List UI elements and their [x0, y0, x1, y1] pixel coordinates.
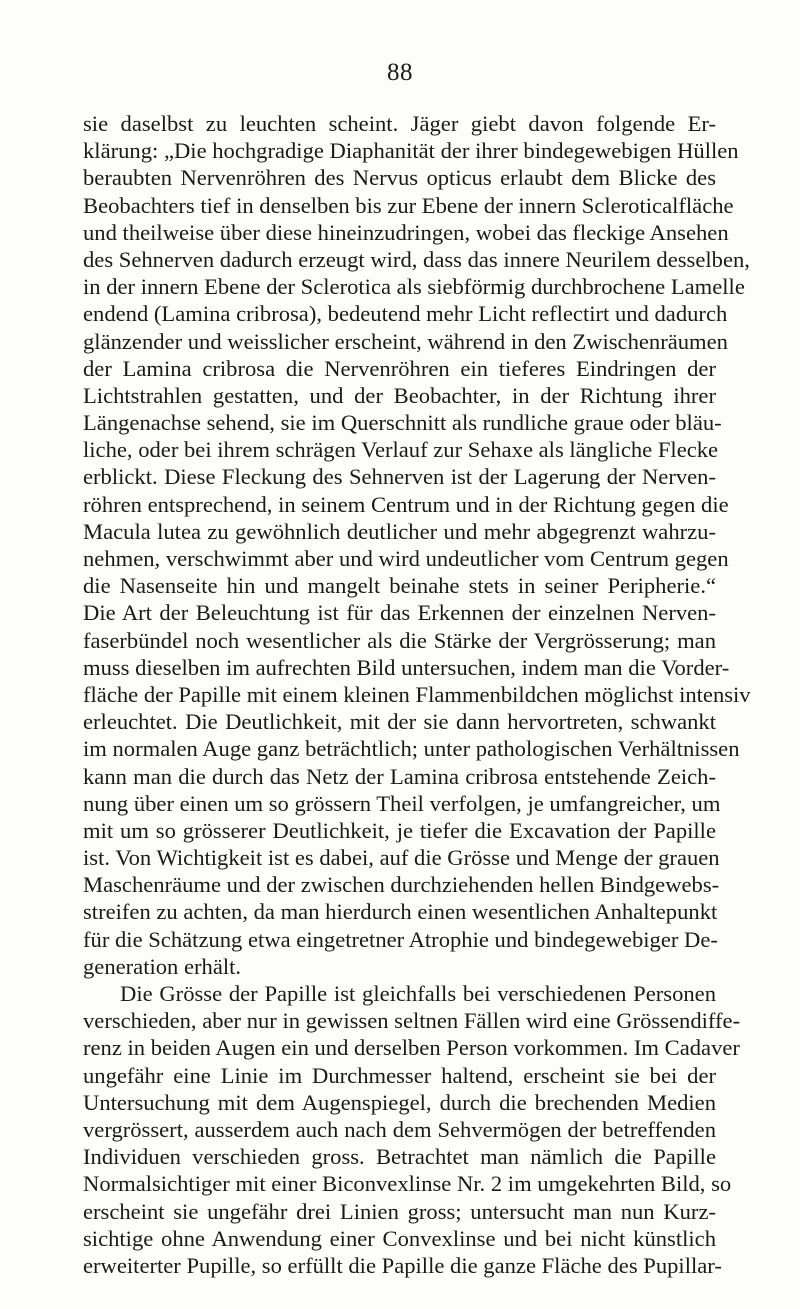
text-line: Individuen verschieden gross. Betrachtet man nämlich die Papille [83, 1144, 716, 1170]
text-line: nung über einen um so grössern Theil verfolgen, je umfangreicher, um [83, 790, 721, 816]
text-line: erblickt. Diese Fleckung des Sehnerven ist der Lagerung der Nerven- [83, 464, 716, 490]
page-number: 88 [387, 59, 413, 86]
text-line: des Sehnerven dadurch erzeugt wird, dass das innere Neurilem desselben, [83, 246, 750, 272]
text-line: Längenachse sehend, sie im Querschnitt als rundliche graue oder bläu- [83, 410, 722, 436]
text-line: röhren entsprechend, in seinem Centrum und in der Richtung gegen die [83, 491, 729, 517]
text-line: für die Schätzung etwa eingetretner Atrophie und bindegewebiger De- [83, 926, 718, 952]
text-line: erweiterter Pupille, so erfüllt die Papille die ganze Fläche des Pupillar- [83, 1252, 722, 1278]
text-line: sie daselbst zu leuchten scheint. Jäger giebt davon folgende Er- [83, 111, 716, 136]
text-line: nehmen, verschwimmt aber und wird undeutlicher vom Centrum gegen [83, 546, 729, 571]
text-line: mit um so grösserer Deutlichkeit, je tiefer die Excavation der Papille [83, 817, 716, 843]
text-line: im normalen Auge ganz beträchtlich; unter pathologischen Verhältnissen [83, 736, 740, 762]
text-line: und theilweise über diese hineinzudringen, wobei das fleckige Ansehen [83, 219, 729, 245]
text-line: Lichtstrahlen gestatten, und der Beobachter, in der Richtung ihrer [83, 382, 716, 408]
text-line: ungefähr eine Linie im Durchmesser haltend, erscheint sie bei der [83, 1062, 716, 1088]
text-line: Untersuchung mit dem Augenspiegel, durch die brechenden Medien [83, 1089, 716, 1115]
text-line: der Lamina cribrosa die Nervenröhren ein tieferes Eindringen der [83, 355, 716, 381]
text-line: Macula lutea zu gewöhnlich deutlicher und mehr abgegrenzt wahrzu- [83, 518, 716, 544]
text-line: renz in beiden Augen ein und derselben Person vorkommen. Im Cadaver [83, 1035, 740, 1061]
text-line: Maschenräume und der zwischen durchziehenden hellen Bindgewebs- [83, 872, 720, 898]
text-line: in der innern Ebene der Sclerotica als siebförmig durchbrochene Lamelle [83, 274, 745, 300]
text-line: vergrössert, ausserdem auch nach dem Sehvermögen der betreffenden [83, 1116, 716, 1142]
text-line: ist. Von Wichtigkeit ist es dabei, auf die Grösse und Menge der grauen [83, 845, 720, 871]
text-line: verschieden, aber nur in gewissen seltnen Fällen wird eine Grössendiffe- [83, 1008, 741, 1034]
text-line: fläche der Papille mit einem kleinen Flammenbildchen möglichst intensiv [83, 681, 751, 707]
paragraph-start-line: Die Grösse der Papille ist gleichfalls bei verschiedenen Personen [120, 981, 716, 1006]
text-line: faserbündel noch wesentlicher als die Stärke der Vergrösserung; man [83, 627, 716, 653]
text-line: endend (Lamina cribrosa), bedeutend mehr Licht reflectirt und dadurch [83, 301, 728, 327]
text-line: liche, oder bei ihrem schrägen Verlauf zur Sehaxe als längliche Flecke [83, 437, 719, 463]
body-text [83, 110, 751, 1279]
text-line: kann man die durch das Netz der Lamina cribrosa entstehende Zeich- [83, 763, 716, 789]
text-line: streifen zu achten, da man hierdurch einen wesentlichen Anhaltepunkt [83, 899, 718, 925]
text-line: erleuchtet. Die Deutlichkeit, mit der sie dann hervortreten, schwankt [83, 709, 716, 735]
text-line: erscheint sie ungefähr drei Linien gross; untersucht man nun Kurz- [83, 1198, 716, 1224]
text-line: beraubten Nervenröhren des Nervus opticus erlaubt dem Blicke des [83, 165, 716, 191]
text-line: die Nasenseite hin und mangelt beinahe stets in seiner Peripherie.“ [83, 573, 716, 599]
text-line: klärung: „Die hochgradige Diaphanität der ihrer bindegewebigen Hüllen [83, 138, 739, 164]
text-line: muss dieselben im aufrechten Bild untersuchen, indem man die Vorder- [83, 654, 730, 680]
text-line: Beobachters tief in denselben bis zur Ebene der innern Scleroticalfläche [83, 192, 734, 218]
text-line: glänzender und weisslicher erscheint, während in den Zwischenräumen [83, 328, 728, 354]
paragraph-end-line: generation erhält. [83, 953, 242, 979]
text-line: Die Art der Beleuchtung ist für das Erkennen der einzelnen Nerven- [83, 600, 716, 626]
text-line: Normalsichtiger mit einer Biconvexlinse Nr. 2 im umgekehrten Bild, so [83, 1171, 732, 1197]
text-line: sichtige ohne Anwendung einer Convexlinse und bei nicht künstlich [83, 1225, 716, 1251]
